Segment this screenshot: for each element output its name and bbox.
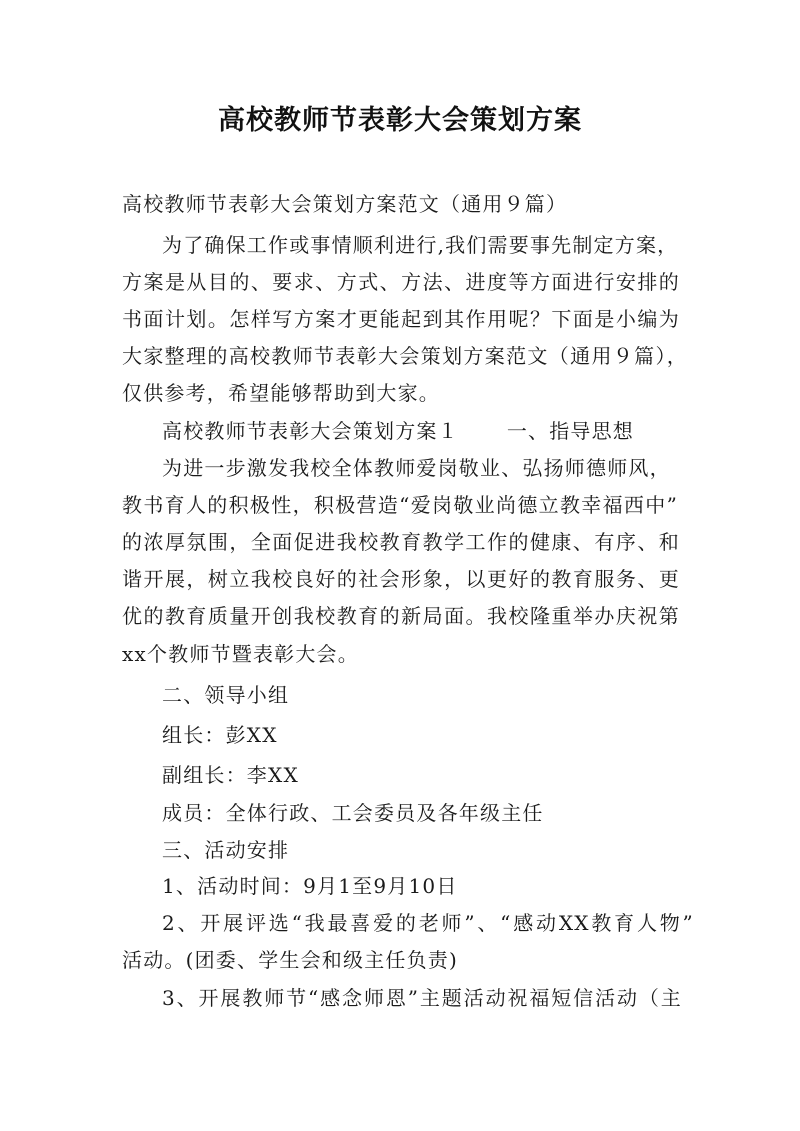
section-1-line-6: xx个教师节暨表彰大会。 (122, 642, 359, 666)
section-1-line-2: 教书育人的积极性，积极营造“爱岗敬业尚德立教幸福西中” (122, 493, 678, 517)
section-1-heading: 一、指导思想 (506, 419, 635, 443)
intro-line-2: 方案是从目的、要求、方式、方法、进度等方面进行安排的 (122, 270, 680, 294)
section-1-line-3: 的浓厚氛围，全面促进我校教育教学工作的健康、有序、和 (122, 530, 680, 554)
section-1-line-5: 优的教育质量开创我校教育的新局面。我校隆重举办庆祝第 (122, 604, 680, 628)
item-1-line: 1、活动时间：9月1至9月10日 (162, 874, 458, 898)
document-title: 高校教师节表彰大会策划方案 (218, 105, 582, 136)
intro-line-4: 大家整理的高校教师节表彰大会策划方案范文（通用９篇）， (122, 344, 688, 368)
members-line: 成员：全体行政、工会委员及各年级主任 (162, 801, 544, 825)
plan-1-heading-line (162, 418, 634, 444)
section-1-line-1: 为进一步激发我校全体教师爱岗敬业、弘扬师德师风， (162, 456, 671, 480)
section-2-heading: 二、领导小组 (162, 683, 290, 707)
intro-line-3: 书面计划。怎样写方案才更能起到其作用呢？下面是小编为 (122, 307, 680, 331)
vice-leader-line: 副组长：李XX (162, 763, 299, 787)
item-2-line-1: 2、开展评选“我最喜爱的老师”、“感动XX教育人物” (162, 911, 694, 935)
plan-1-heading: 高校教师节表彰大会策划方案１ (162, 419, 459, 443)
item-2-line-2: 活动。(团委、学生会和级主任负责) (122, 948, 459, 972)
document-subtitle: 高校教师节表彰大会策划方案范文（通用９篇） (122, 192, 568, 216)
intro-line-1: 为了确保工作或事情顺利进行,我们需要事先制定方案， (162, 233, 679, 257)
leader-line: 组长：彭XX (162, 723, 278, 747)
section-1-line-4: 谐开展，树立我校良好的社会形象，以更好的教育服务、更 (122, 567, 680, 591)
item-3-line-1: 3、开展教师节“感念师恩”主题活动祝福短信活动（主 (162, 986, 682, 1010)
intro-line-5: 仅供参考，希望能够帮助到大家。 (122, 381, 440, 405)
section-3-heading: 三、活动安排 (162, 838, 290, 862)
